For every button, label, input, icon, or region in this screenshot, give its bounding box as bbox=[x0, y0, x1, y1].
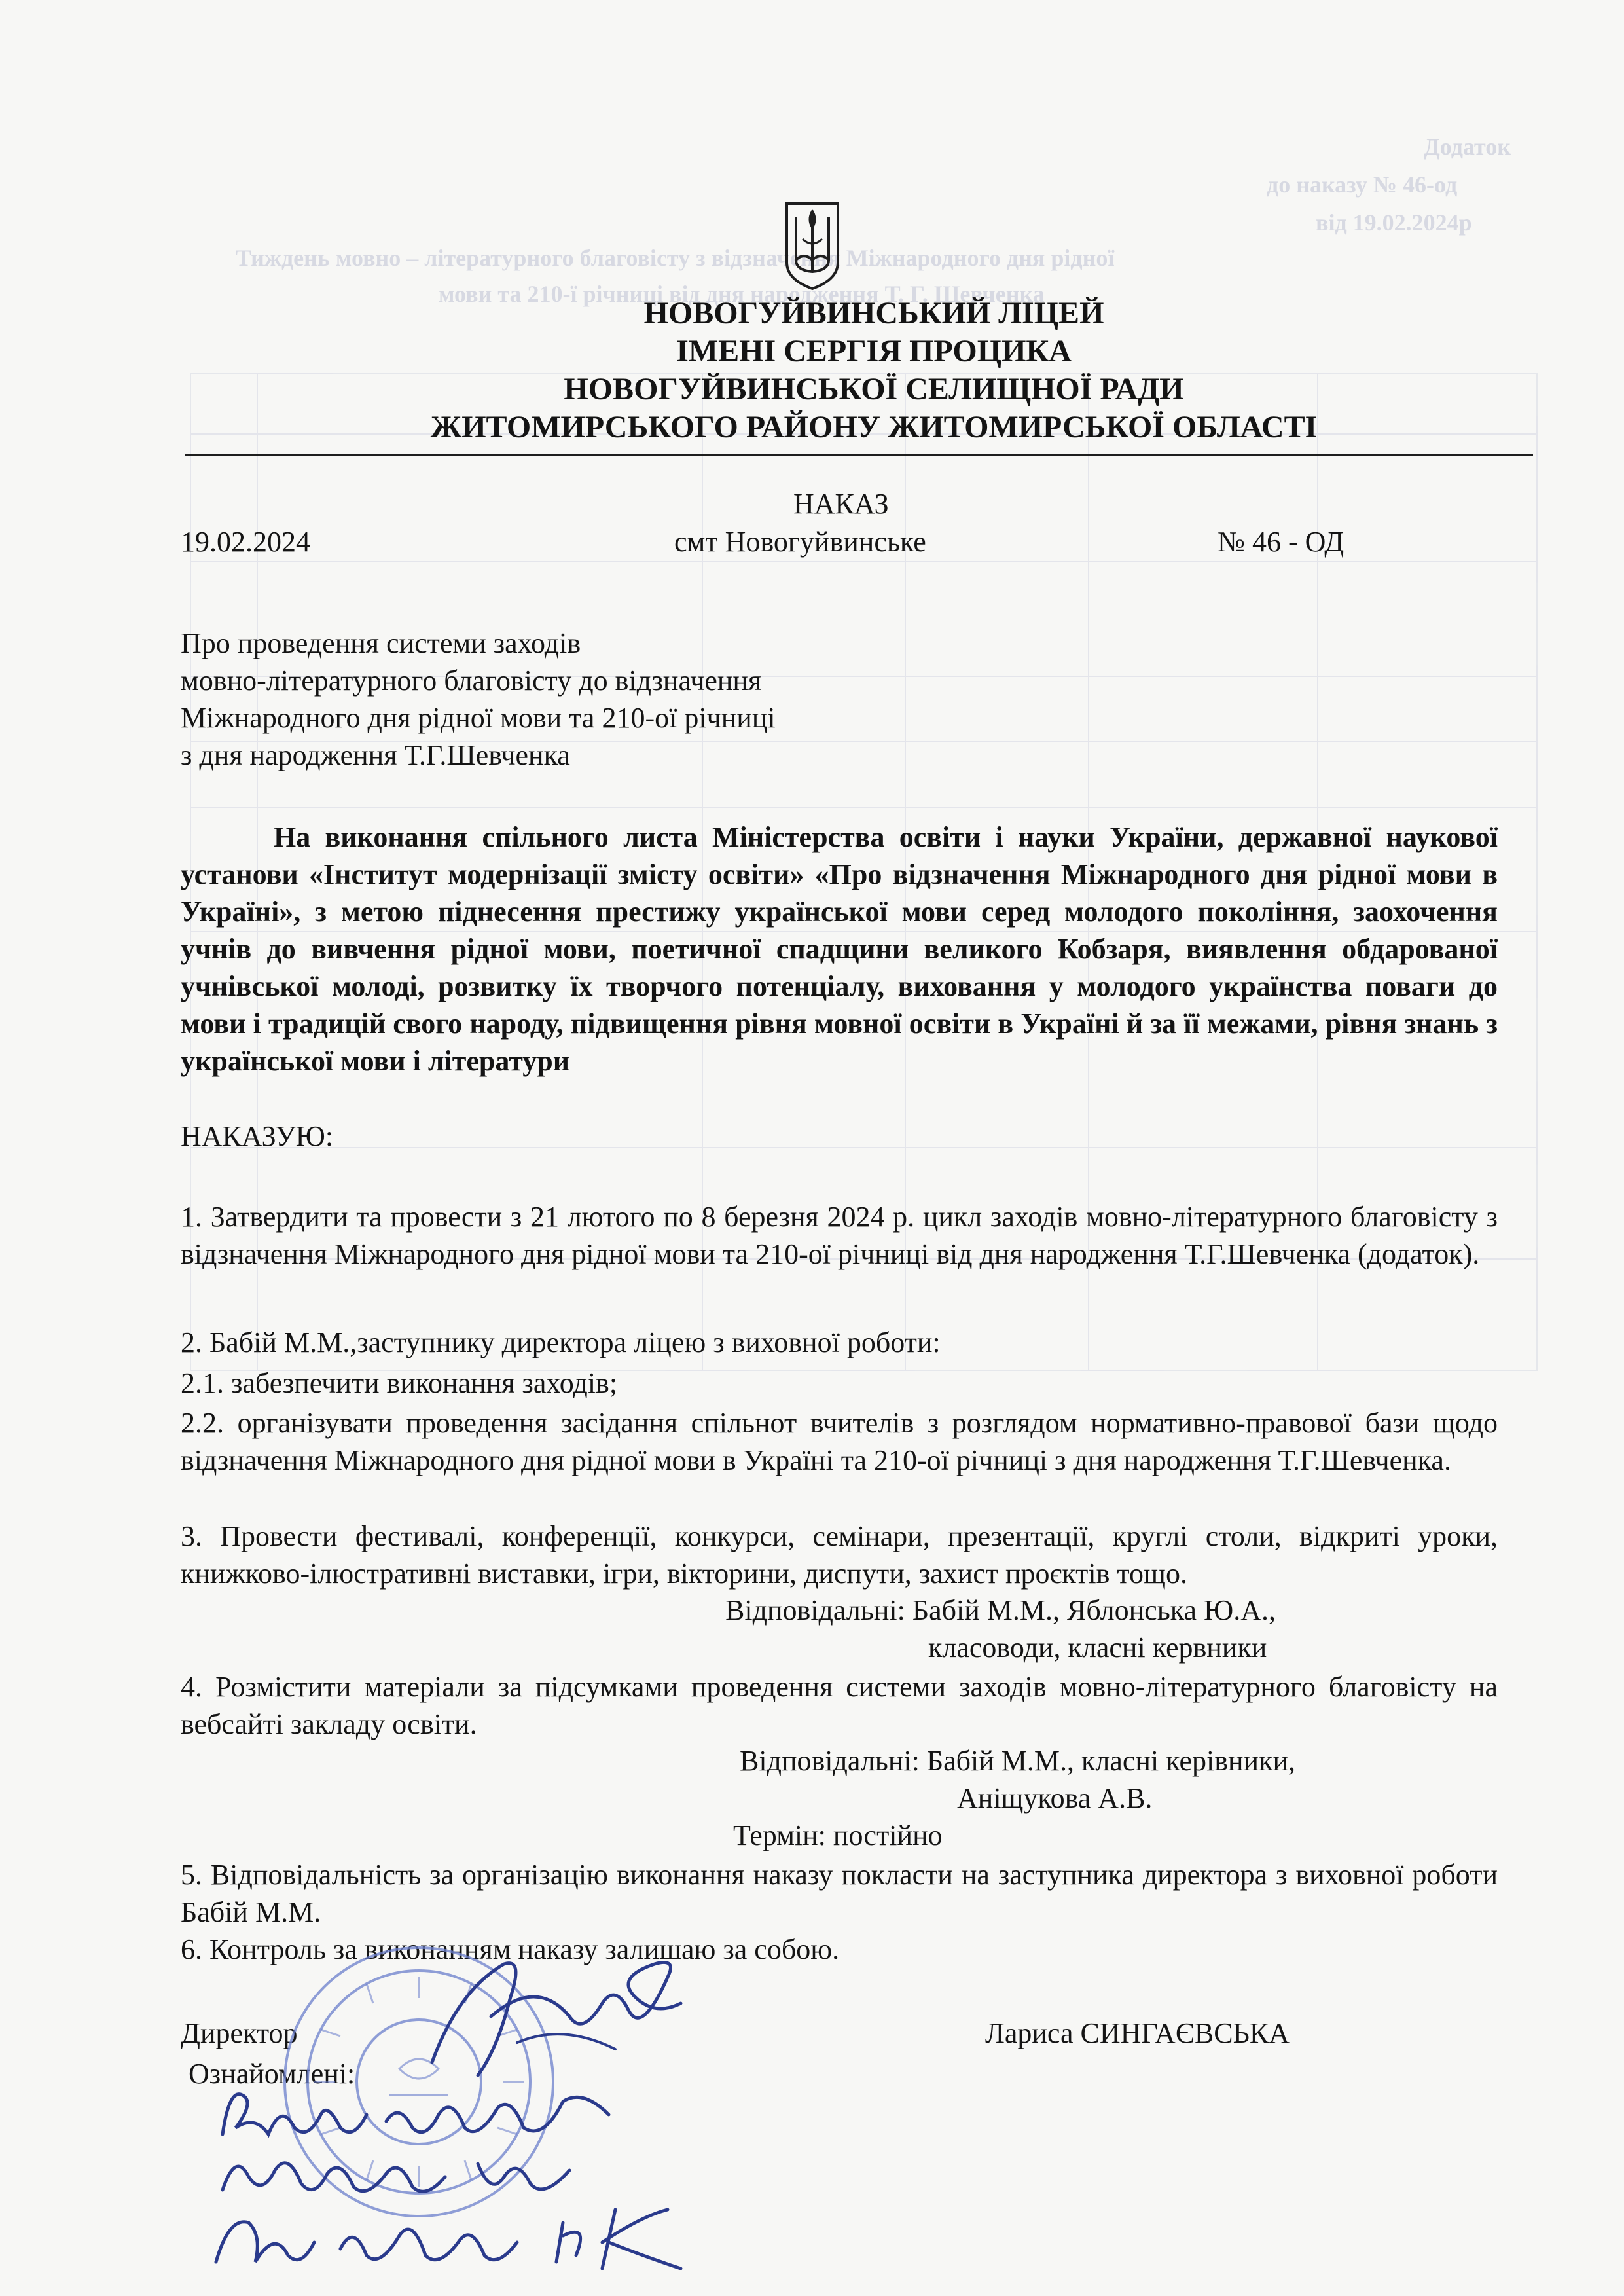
bleed-text: до наказу № 46-од bbox=[1267, 172, 1458, 198]
term-line: Термін: постійно bbox=[733, 1819, 943, 1851]
order-title: НАКАЗ bbox=[793, 488, 889, 520]
director-signature bbox=[419, 1938, 694, 2095]
responsible-line: Відповідальні: Бабій М.М., класні керівники, bbox=[740, 1745, 1296, 1777]
responsible-line: Відповідальні: Бабій М.М., Яблонська Ю.А., bbox=[725, 1594, 1276, 1626]
responsible-line: Аніщукова А.В. bbox=[957, 1782, 1153, 1814]
subject-line: мовно-літературного благовісту до відзначення bbox=[181, 665, 762, 697]
order-number: № 46 - ОД bbox=[1218, 526, 1344, 558]
responsible-line: класоводи, класні кервники bbox=[928, 1631, 1267, 1664]
signer-name: Лариса СИНГАЄВСЬКА bbox=[985, 2017, 1290, 2049]
order-place: смт Новогуйвинське bbox=[674, 526, 926, 558]
order-item: 3. Провести фестивалі, конференції, конкурси, семінари, презентації, круглі столи, відкриті уроки, книжково-ілюстративні виставки, ігри, вікторини, диспути, захист проєктів тощо. bbox=[181, 1520, 1498, 1590]
order-item: 1. Затвердити та провести з 21 лютого по 8 березня 2024 р. цикл заходів мовно-літературного благовісту з відзначення Міжнародного дня рідної мови та 210-ої річниці від дня народження Т.Г.Шевченка (додаток). bbox=[181, 1201, 1498, 1270]
order-item: 4. Розмістити матеріали за підсумками проведення системи заходів мовно-літературного благовісту на вебсайті закладу освіти. bbox=[181, 1671, 1498, 1740]
signer-position: Директор bbox=[181, 2017, 298, 2049]
order-item: 2. Бабій М.М.,заступнику директора ліцею з виховної роботи: bbox=[181, 1326, 941, 1358]
order-word: НАКАЗУЮ: bbox=[181, 1120, 334, 1152]
order-item: 2.1. забезпечити виконання заходів; bbox=[181, 1367, 618, 1399]
subject-line: Про проведення системи заходів bbox=[181, 627, 581, 659]
header-line: НОВОГУЙВИНСЬКОЇ СЕЛИЩНОЇ РАДИ bbox=[564, 372, 1184, 407]
preamble-paragraph: На виконання спільного листа Міністерства освіти і науки України, державної наукової установи «Інститут модернізації змісту освіти» «Про відзначення Міжнародного дня рідної мови в Україні», з метою піднесення престижу української мови серед молодого покоління, заохочення учнів до вивчення рідної мови, поетичної спадщини великого Кобзаря, виявлення обдарованої учнівської молоді, розвитку їх творчого потенціалу, виховання у молодого українства поваги до мови і традицій свого народу, підвищення рівня мовної освіти в Україні й за її межами, рівня знань з української мови і літератури bbox=[181, 821, 1498, 1077]
handwritten-signature bbox=[209, 2196, 694, 2282]
trident-emblem-icon bbox=[783, 200, 842, 291]
acquainted-label: Ознайомлені: bbox=[189, 2058, 355, 2090]
order-item: 5. Відповідальність за організацію виконання наказу покласти на заступника директора з виховної роботи Бабій М.М. bbox=[181, 1859, 1498, 1928]
header-line: НОВОГУЙВИНСЬКИЙ ЛІЦЕЙ bbox=[643, 296, 1104, 331]
subject-line: Міжнародного дня рідної мови та 210-ої річниці bbox=[181, 702, 776, 734]
header-line: ЖИТОМИРСЬКОГО РАЙОНУ ЖИТОМИРСЬКОЇ ОБЛАСТІ bbox=[430, 410, 1318, 445]
header-line: ІМЕНІ СЕРГІЯ ПРОЦИКА bbox=[676, 334, 1072, 369]
header-divider bbox=[185, 454, 1533, 456]
institution-header bbox=[216, 295, 1532, 446]
order-item: 2.2. організувати проведення засідання спільнот вчителів з розглядом нормативно-правової бази щодо відзначення Міжнародного дня рідної мови в Україні та 210-ої річниці з дня народження Т.Г.Шевченка. bbox=[181, 1407, 1498, 1476]
subject-line: з дня народження Т.Г.Шевченка bbox=[181, 739, 570, 771]
order-item: 6. Контроль за виконанням наказу залишаю за собою. bbox=[181, 1933, 840, 1965]
bleed-text: Тиждень мовно – літературного благовісту з відзначення Міжнародного дня рідної bbox=[236, 245, 1115, 271]
bleed-text: мови та 210-ї річниці від дня народження Т. Г. Шевченка bbox=[439, 281, 1045, 307]
bleed-text: Додаток bbox=[1424, 134, 1511, 160]
bleed-text: від 19.02.2024р bbox=[1316, 210, 1472, 236]
order-date: 19.02.2024 bbox=[181, 526, 310, 558]
